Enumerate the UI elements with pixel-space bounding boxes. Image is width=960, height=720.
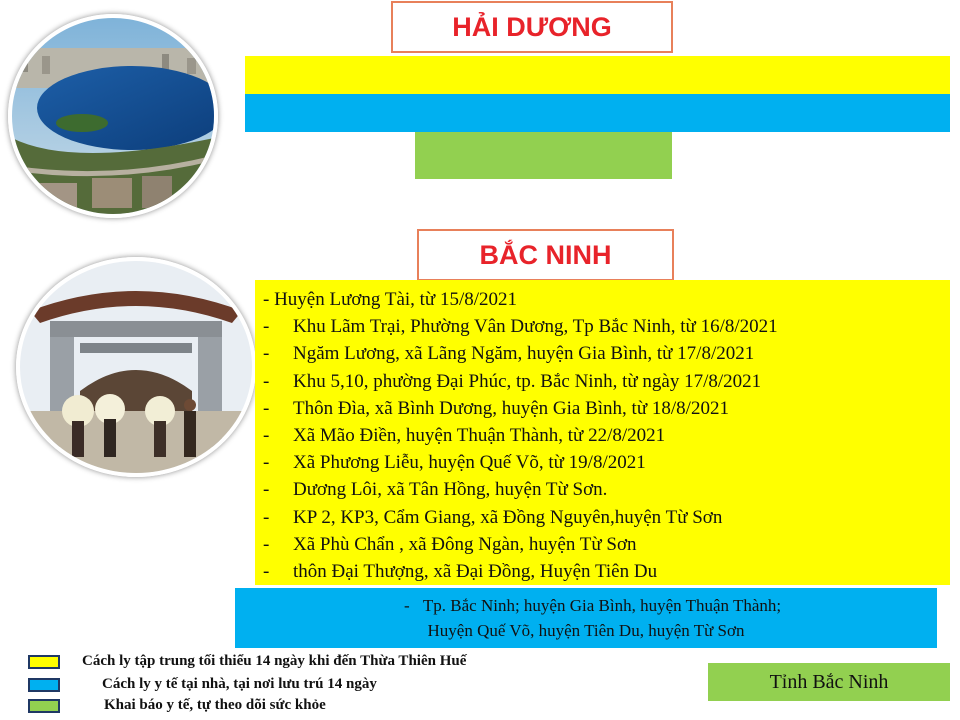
list-item: - Khu Lãm Trại, Phường Vân Dương, Tp Bắc Ninh, từ 16/8/2021 [263,316,778,338]
list-item: - thôn Đại Thượng, xã Đại Đồng, Huyện Tiên Du [263,561,658,583]
list-item: - Huyện Lương Tài, từ 15/8/2021 [263,289,518,310]
legend-swatch-cyan [28,678,60,692]
home-isolation-box [235,588,937,648]
province-tag: Tỉnh Bắc Ninh [708,663,950,701]
bac-ninh-title: BẮC NINH [417,229,674,281]
list-item: - Ngăm Lương, xã Lãng Ngăm, huyện Gia Bình, từ 17/8/2021 [263,343,755,365]
lake-city-illustration [12,18,214,214]
home-isolation-line-1: - Tp. Bắc Ninh; huyện Gia Bình, huyện Thuận Thành; [404,596,782,615]
home-isolation-line-2: Huyện Quế Võ, huyện Tiên Du, huyện Từ Sơn [427,621,745,640]
lake-city-photo [8,14,218,218]
yellow-band [245,56,950,94]
temple-gate-singers-photo [16,257,256,477]
temple-gate-illustration [20,261,252,473]
legend-swatch-green [28,699,60,713]
legend-text-declaration: Khai báo y tế, tự theo dõi sức khỏe [104,697,326,713]
legend-text-home: Cách ly y tế tại nhà, tại nơi lưu trú 14 ngày [102,676,377,692]
list-item: - KP 2, KP3, Cẩm Giang, xã Đồng Nguyên,huyện Từ Sơn [263,506,723,528]
list-item: - Thôn Đìa, xã Bình Dương, huyện Gia Bình, từ 18/8/2021 [263,397,729,419]
list-item: - Dương Lôi, xã Tân Hồng, huyện Từ Sơn. [263,479,608,501]
list-item: - Xã Phù Chẩn , xã Đông Ngàn, huyện Từ Sơn [263,533,637,555]
hai-duong-title: HẢI DƯƠNG [391,1,673,53]
concentrated-isolation-list [255,280,950,585]
legend-swatch-yellow [28,655,60,669]
legend-text-concentrated: Cách ly tập trung tối thiểu 14 ngày khi đến Thừa Thiên Huế [82,653,467,669]
green-band [415,132,672,179]
list-item: - Xã Phương Liễu, huyện Quế Võ, từ 19/8/2021 [263,452,646,474]
cyan-band [245,94,950,132]
list-item: - Xã Mão Điền, huyện Thuận Thành, từ 22/8/2021 [263,425,666,447]
list-item: - Khu 5,10, phường Đại Phúc, tp. Bắc Ninh, từ ngày 17/8/2021 [263,370,762,392]
